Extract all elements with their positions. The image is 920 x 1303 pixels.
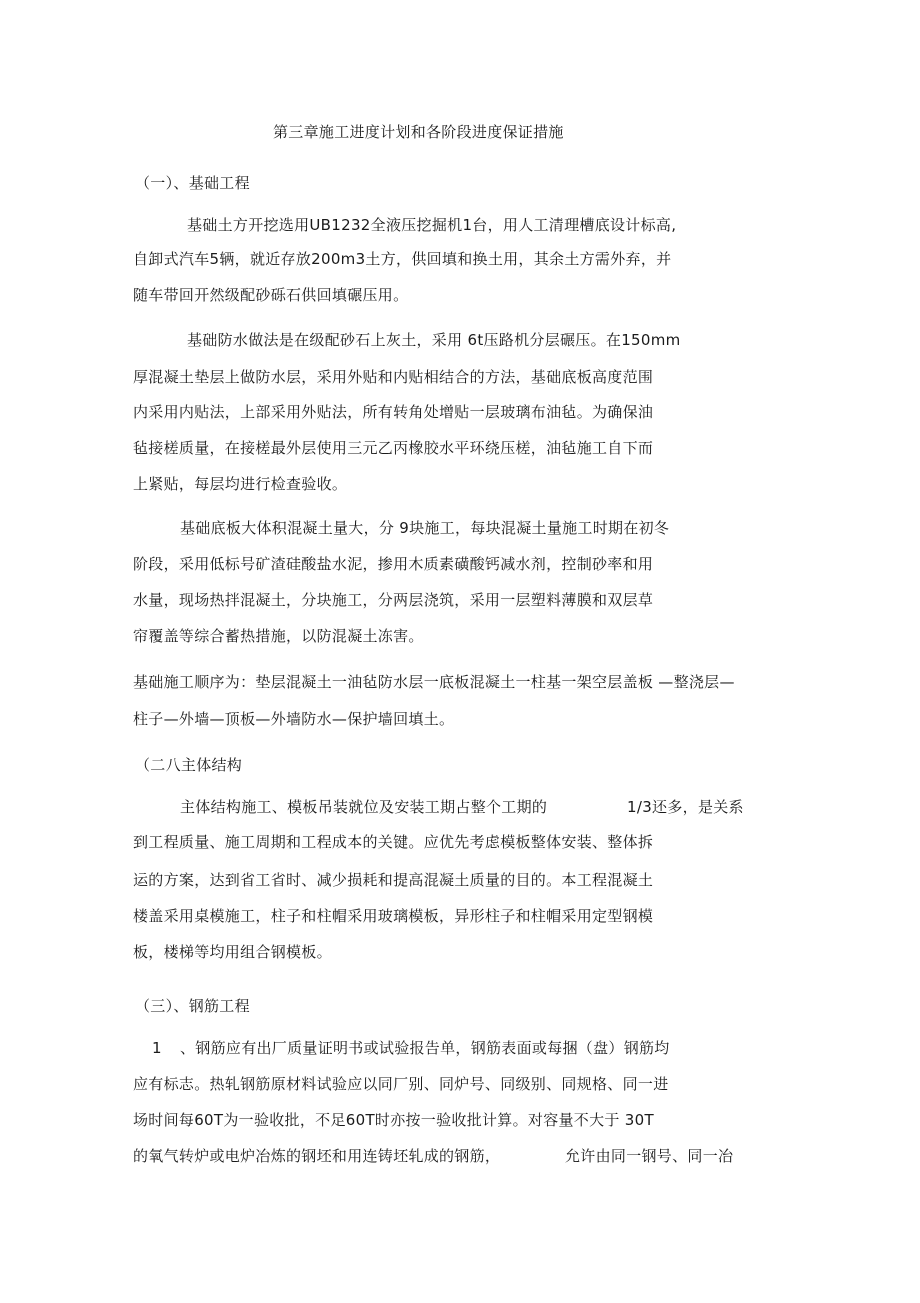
paragraph-line: 上紧贴，每层均进行检查验收。 <box>133 475 348 493</box>
paragraph-line: 板，楼梯等均用组合钢模板。 <box>133 943 332 961</box>
paragraph-line: 主体结构施工、模板吊装就位及安装工期占整个工期的 <box>180 798 548 816</box>
paragraph-line: 1/3还多，是关系 <box>627 798 744 816</box>
paragraph-line: 毡接槎质量，在接槎最外层使用三元乙丙橡胶水平环绕压槎，油毡施工自下而 <box>133 439 654 457</box>
paragraph-line: 应有标志。热轧钢筋原材料试验应以同厂别、同炉号、同级别、同规格、同一进 <box>133 1075 669 1093</box>
page-title: 第三章施工进度计划和各阶段进度保证措施 <box>273 123 564 141</box>
paragraph-line: 阶段，采用低标号矿渣硅酸盐水泥，掺用木质素磺酸钙减水剂，控制砂率和用 <box>133 555 654 573</box>
paragraph-line: 厚混凝土垫层上做防水层，采用外贴和内贴相结合的方法，基础底板高度范围 <box>133 368 654 386</box>
paragraph-line: 自卸式汽车5辆，就近存放200m3土方，供回填和换土用，其余土方需外弃，并 <box>133 250 672 268</box>
section-heading-foundation: （一）、基础工程 <box>135 174 250 192</box>
paragraph-line: 柱子—外墙—顶板—外墙防水—保护墙回填土。 <box>133 710 455 728</box>
section-heading-main-structure: （二八主体结构 <box>135 756 243 774</box>
paragraph-line: 允许由同一钢号、同一冶 <box>565 1147 734 1165</box>
paragraph-line: 、钢筋应有出厂质量证明书或试验报告单，钢筋表面或每捆（盘）钢筋均 <box>180 1039 670 1057</box>
paragraph-line: 随车带回开然级配砂砾石供回填碾压用。 <box>133 286 409 304</box>
paragraph-line: 到工程质量、施工周期和工程成本的关键。应优先考虑模板整体安装、整体拆 <box>133 833 654 851</box>
list-item-number: 1 <box>152 1039 162 1057</box>
paragraph-line: 场时间每60T为一验收批，不足60T时亦按一验收批计算。对容量不大于 30T <box>133 1111 654 1129</box>
section-heading-rebar: （三）、钢筋工程 <box>135 997 250 1015</box>
paragraph-line: 基础底板大体积混凝土量大，分 9块施工，每块混凝土量施工时期在初冬 <box>180 519 670 537</box>
paragraph-line: 的氧气转炉或电炉冶炼的钢坯和用连铸坯轧成的钢筋， <box>133 1147 501 1165</box>
paragraph-line: 运的方案，达到省工省时、减少损耗和提高混凝土质量的目的。本工程混凝土 <box>133 871 654 889</box>
paragraph-line: 内采用内贴法，上部采用外贴法，所有转角处增贴一层玻璃布油毡。为确保油 <box>133 403 654 421</box>
paragraph-line: 基础土方开挖选用UB1232全液压挖掘机1台，用人工清理槽底设计标高, <box>187 216 677 234</box>
paragraph-line: 水量，现场热拌混凝土，分块施工，分两层浇筑，采用一层塑料薄膜和双层草 <box>133 591 654 609</box>
paragraph-line: 基础施工顺序为：垫层混凝土一油毡防水层一底板混凝土一柱基一架空层盖板 —整浇层— <box>133 673 735 691</box>
paragraph-line: 楼盖采用桌模施工，柱子和柱帽采用玻璃模板，异形柱子和柱帽采用定型钢模 <box>133 907 654 925</box>
paragraph-line: 帘覆盖等综合蓄热措施，以防混凝土冻害。 <box>133 627 424 645</box>
paragraph-line: 基础防水做法是在级配砂石上灰土，采用 6t压路机分层碾压。在150mm <box>187 331 681 349</box>
